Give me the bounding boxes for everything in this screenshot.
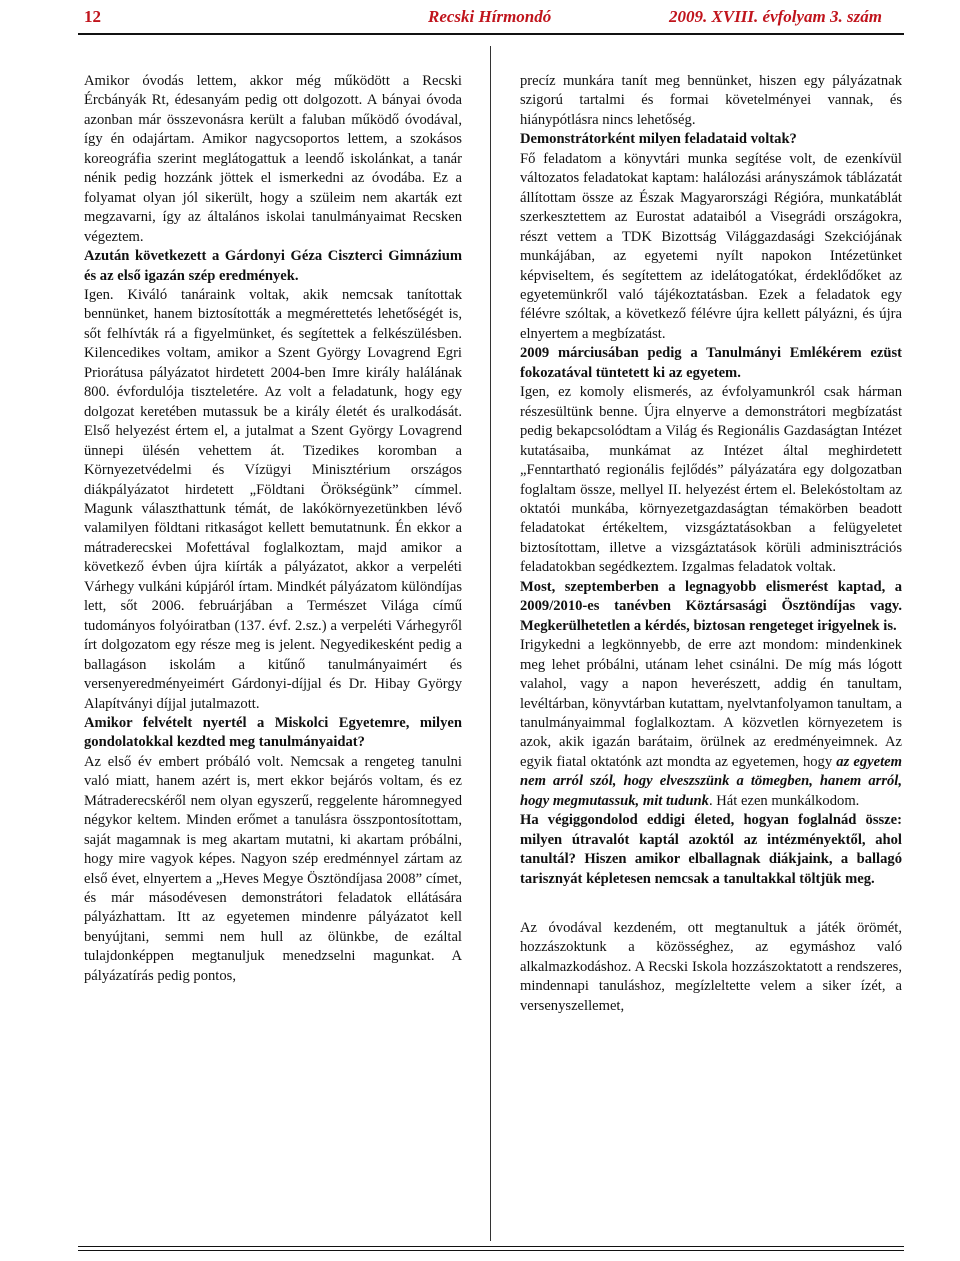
footer-rule (78, 1250, 904, 1251)
paragraph: Fő feladatom a könyvtári munka segítése volt, de ezenkívül változatos feladatokat kaptam: halálozási arányszámok táblázatát állítottam össze az Észak Magyarországi Régióra, munkatáblát szerkesztettem az Eurostat adataiból a Visegrádi országokra, részt vettem a TDK Bizottság Világgazdasági Szekciójának munkájában, az egyetemi nyílt napokon Intézetünket képviseltem, és segítettem az idelátogatókat, érdeklődőket az egyetemünkről való tájékoztatásban. Ezek a feladatok egy félévre szóltak, a következő félévre újra kellett pályázni, és újra elnyertem a megbízatást. (520, 150, 902, 342)
page-header (0, 0, 960, 34)
issue-info: 2009. XVIII. évfolyam 3. szám (669, 7, 882, 26)
interview-question: Amikor felvételt nyertél a Miskolci Egyetemre, milyen gondolatokkal kezdted meg tanulmányaidat? (84, 714, 462, 751)
interview-question: Ha végiggondolod eddigi életed, hogyan foglalnád össze: milyen útravalót kaptál azoktól az intézményektől, ahol tanultál? Hiszen amikor elballagnak diákjaink, a ballagó tarisznyát képletesen nemcsak a tanultakkal töltjük meg. (520, 812, 902, 887)
footer-rule (78, 1246, 904, 1247)
paragraph: Amikor óvodás lettem, akkor még működött a Recski Ércbányák Rt, édesanyám pedig ott dolgozott. A bányai óvoda azonban már összevonásra került a faluban működő óvodával, így én odajártam. Amikor nagycsoportos lettem, a szokásos koreográfia szerint meglátogattuk a leendő iskolánkat, a tanár nénik pedig hozzánk jöttek el ismerkedni az óvodába. Ez a folyamat olyan jól sikerült, hogy a szüleim nem akarták ezt megzavarni, így az általános iskolai tanulmányaimat Recsken végeztem. (84, 73, 462, 245)
emphasized-quote: az egyetem nem arról szól, hogy elveszszünk a tömegben, hanem arról, hogy megmutassuk, mit tudunk (520, 753, 902, 809)
paragraph: Igen, ez komoly elismerés, az évfolyamunkról csak hárman részesültünk benne. Újra elnyerve a demonstrátori megbízatást pedig bekapcsolódtam a Világ és Regionális Gazdaságtan Intézet kutatásaiba, munkámat az Intézet által meghirdetett „Fenntartható regionális fejlődés” pályázatára egy dolgozatban foglaltam össze, mellyel II. helyezést értem el. Belekóstoltam az oktatói munkába, környezetgazdaságtan témakörben beadott feladatokat értékeltem, vizsgáztatásokban a felügyeletet biztosítottam, illetve a vizsgáztatások körüli adminisztrációs feladatokban segédkeztem. Izgalmas feladatok voltak. (520, 384, 902, 576)
page-number: 12 (84, 7, 101, 26)
header-rule (78, 33, 904, 35)
paragraph-text: Irigykedni a legkönnyebb, de erre azt mondom: mindenkinek meg lehet próbálni, utánam lehet csinálni. De míg más lógott valahol, vagy a napon heverészett, addig én tanultam, levéltárban, könyvtárban kutattam, nyelvtanfolyamon tanultam, a tanulmányaimmal foglalkoztam. A közvetlen környezetem is azok, akik igazán barátaim, örülnek az eredményeimnek. Az egyik fiatal oktatónk azt mondta az egyetemen, hogy (520, 637, 902, 770)
paragraph: Az első év embert próbáló volt. Nemcsak a rengeteg tanulni való miatt, hanem azért is, mert ekkor bejárós voltam, és ez Mátraderecskéről nem olyan egyszerű, reggelente háromnegyed négykor keltem. Minden erőmet a tanulásra összpontosítottam, saját magamnak is meg akartam mutatni, ki akartam próbálni, hogy mire vagyok képes. Nagyon szép eredménnyel zártam az első évet, elnyertem a „Heves Megye Ösztöndíjasa 2008” címet, és már másodévesen demonstrátori feladatok ellátására pályázhattam. Itt az egyetemen mindenre pályázatot kell benyújtani, semmi nem hull az ölünkbe, de ezáltal tulajdonképpen megtanuljuk menedzselni magunkat. A pályázatírás pedig pontos, (84, 753, 462, 984)
interview-question: Azután következett a Gárdonyi Géza Ciszterci Gimnázium és az első igazán szép eredmények. (84, 248, 462, 284)
interview-question: 2009 márciusában pedig a Tanulmányi Emlékérem ezüst fokozatával tüntetett ki az egyetem. (520, 345, 902, 381)
interview-question: Most, szeptemberben a legnagyobb elismerést kaptad, a 2009/2010-es tanévben Köztársasági Ösztöndíjas vagy. Megkerülhetetlen a kérdés, biztosan rengeteget irigyelnek is. (520, 578, 902, 634)
left-column (84, 72, 462, 986)
paragraph: Az óvodával kezdeném, ott megtanultuk a játék örömét, hozzászoktunk a közösséghez, az egymáshoz való alkalmazkodáshoz. A Recski Iskola hozzászoktatott a rendszeres, mindennapi tanuláshoz, megízleltette velem a siker ízét, a versenyszellemet, (520, 920, 902, 1014)
paragraph: Igen. Kiváló tanáraink voltak, akik nemcsak tanítottak bennünket, hanem biztosították a megmérettetés lehetőségét is, sőt felhívták rá a figyelmünket, és segítettek a felkészülésben. Kilencedikes voltam, amikor a Szent György Lovagrend Egri Priorátusa pályázatot hirdetett 2004-ben Imre király halálának 800. évfordulója tiszteletére. Az volt a feladatunk, hogy egy dolgozat keretében mutassuk be a király életét és uralkodását. Első helyezést értem el, a jutalmat a Szent György Lovagrend ünnepi ülésén vehettem át. Tizedikes koromban a Környezetvédelmi és Vízügyi Minisztérium országos diákpályázatot hirdetett „Földtani Örökségünk” címmel. Magunk választhattunk témát, de lakókörnyezetünkben lévő valamilyen földtani ritkaságot kellett bemutatnunk. Én ekkor a mátraderecskei Mofettával foglalkoztam, majd amikor a következő évben újra kiírták a pályázatot, akkor a verpeléti Várhegy vulkáni kúpjáról írtam. Mindkét pályázatom különdíjas lett, sőt 2006. februárjában a Természet Világa című tudományos folyóiratban (137. évf. 2.sz.) a verpeléti Várhegyről írt dolgozatom egy része meg is jelent. Negyedikesként pedig a ballagáson iskolám a kitűnő tanulmányaimért és versenyeredményeimért Gárdonyi-díjjal és Dr. Hibay György Alapítványi díjjal jutalmazott. (84, 286, 462, 712)
paragraph: precíz munkára tanít meg bennünket, hiszen egy pályázatnak szigorú tartalmi és formai követelményei vannak, és hiánypótlásra nincs lehetőség. (520, 73, 902, 128)
right-column (520, 72, 902, 1016)
paragraph-gap (520, 889, 902, 919)
paragraph-text: . Hát ezen munkálkodom. (708, 792, 860, 809)
paragraph (520, 636, 902, 811)
interview-question: Demonstrátorként milyen feladataid voltak? (520, 131, 797, 148)
publication-title: Recski Hírmondó (428, 7, 552, 26)
column-divider (490, 46, 491, 1241)
